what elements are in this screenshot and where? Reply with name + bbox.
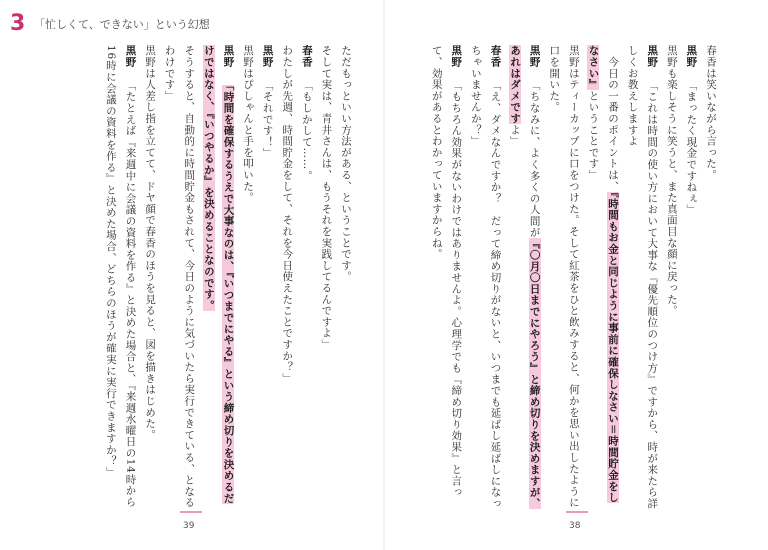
speaker-label: 黒野 xyxy=(450,45,463,79)
left-page-body xyxy=(55,45,355,510)
text-line xyxy=(335,45,355,510)
body-text: 黒野は人差し指を立てて、ドヤ顔で春香のほうを見ると、図を描きはじめた。 xyxy=(144,45,157,441)
body-text: 「もしかして……。 xyxy=(300,84,313,182)
text-line xyxy=(198,45,237,510)
folio-mark-right xyxy=(566,511,588,513)
body-text: 「たとえば『来週中に会議の資料を作る』と決めた場合と、『来週水曜日の14時から16時に会議の資料を作る』と決めた場合、どちらのほうが確実に実行できますか？」 xyxy=(104,45,137,508)
text-line xyxy=(700,45,720,510)
folio-mark-left xyxy=(180,511,202,513)
text-line xyxy=(622,45,661,510)
text-line xyxy=(583,45,622,510)
text-line xyxy=(661,45,681,510)
body-text: 黒野はぴしゃんと手を叩いた。 xyxy=(242,45,255,204)
text-line xyxy=(504,45,543,510)
chapter-number: 3 xyxy=(10,11,26,36)
right-page xyxy=(430,45,720,510)
text-line xyxy=(316,45,336,510)
body-text: 黒野はティーカップに口をつけた。そして紅茶をひと飲みすると、何かを思い出したように口を開いた。 xyxy=(548,45,580,509)
text-line xyxy=(100,45,139,510)
right-page-body xyxy=(430,45,720,510)
page-number-right: 38 xyxy=(569,521,581,531)
body-text: そうすると、自動的に時間貯金もされて、今日のように気づいたら実行できている、となるわけです」 xyxy=(163,45,196,509)
speaker-label: 黒野 xyxy=(124,45,137,79)
text-line xyxy=(296,45,316,510)
text-line xyxy=(277,45,297,510)
body-text: 「え、ダメなんですか？ だって締め切りがないと、いつまでも延ばし延ばしになっちゃいませんか？」 xyxy=(469,45,502,510)
speaker-label: 黒野 xyxy=(685,45,698,79)
speaker-label: 黒野 xyxy=(528,45,541,79)
body-text: わたしが先週、時間貯金をして、それを今日使えたことですか？」 xyxy=(281,45,294,384)
speaker-label: 黒野 xyxy=(646,45,659,79)
text-line xyxy=(159,45,198,510)
body-text: ただもっといい方法がある、ということです。 xyxy=(340,45,352,283)
body-text: 春香は笑いながら言った。 xyxy=(705,45,717,181)
body-text: 黒野も楽しそうに笑うと、また真面目な顔に戻った。 xyxy=(665,45,678,317)
body-text: 「もちろん効果がないわけではありませんよ。心理学でも『締め切り効果』と言って、効果があるとわかっていますからね。 xyxy=(430,45,463,498)
speaker-label: 黒野 xyxy=(222,45,235,79)
speaker-label: 春香 xyxy=(489,45,502,79)
body-text: 「これは時間の使い方において大事な『優先順位のつけ方』ですから、時が来たら詳しくお教えしますよ xyxy=(626,45,659,510)
chapter-title: 「忙しくて、できない」という幻想 xyxy=(34,18,210,31)
body-text: 今日の一番のポイントは、 xyxy=(607,45,620,192)
highlighted-text: 『〇月〇日までにやろう』と締め切りを決めますが、あれはダメです xyxy=(509,45,541,510)
text-line xyxy=(237,45,257,510)
text-line xyxy=(681,45,701,510)
text-line xyxy=(139,45,159,510)
body-text: 「ちなみに、よく多くの人間が xyxy=(528,84,541,238)
text-line xyxy=(465,45,504,510)
body-text: 「それです！」 xyxy=(261,84,274,159)
highlighted-text: 『時間もお金と同じように事前に確保しなさい＝時間貯金をしなさい』 xyxy=(587,45,620,504)
body-text: そして実は、青井さんは、もうそれを実践してるんですよ」 xyxy=(320,45,333,351)
body-text-after: ということです」 xyxy=(587,90,600,181)
page-gutter xyxy=(383,0,385,550)
speaker-label: 黒野 xyxy=(261,45,274,79)
highlighted-text: 「時間を確保するうえで大事なのは、『いつまでにやる』という締め切りを決めるだけではなく、『いつやるか』を決めることなのです。 xyxy=(202,45,235,504)
text-line xyxy=(257,45,277,510)
speaker-label: 春香 xyxy=(300,45,313,79)
page-number-left: 39 xyxy=(183,521,195,531)
body-text: 「まったく現金ですねぇ」 xyxy=(685,84,698,216)
body-text-after: よ」 xyxy=(509,124,522,147)
left-page xyxy=(55,45,355,510)
text-line xyxy=(426,45,465,510)
text-line xyxy=(544,45,583,510)
